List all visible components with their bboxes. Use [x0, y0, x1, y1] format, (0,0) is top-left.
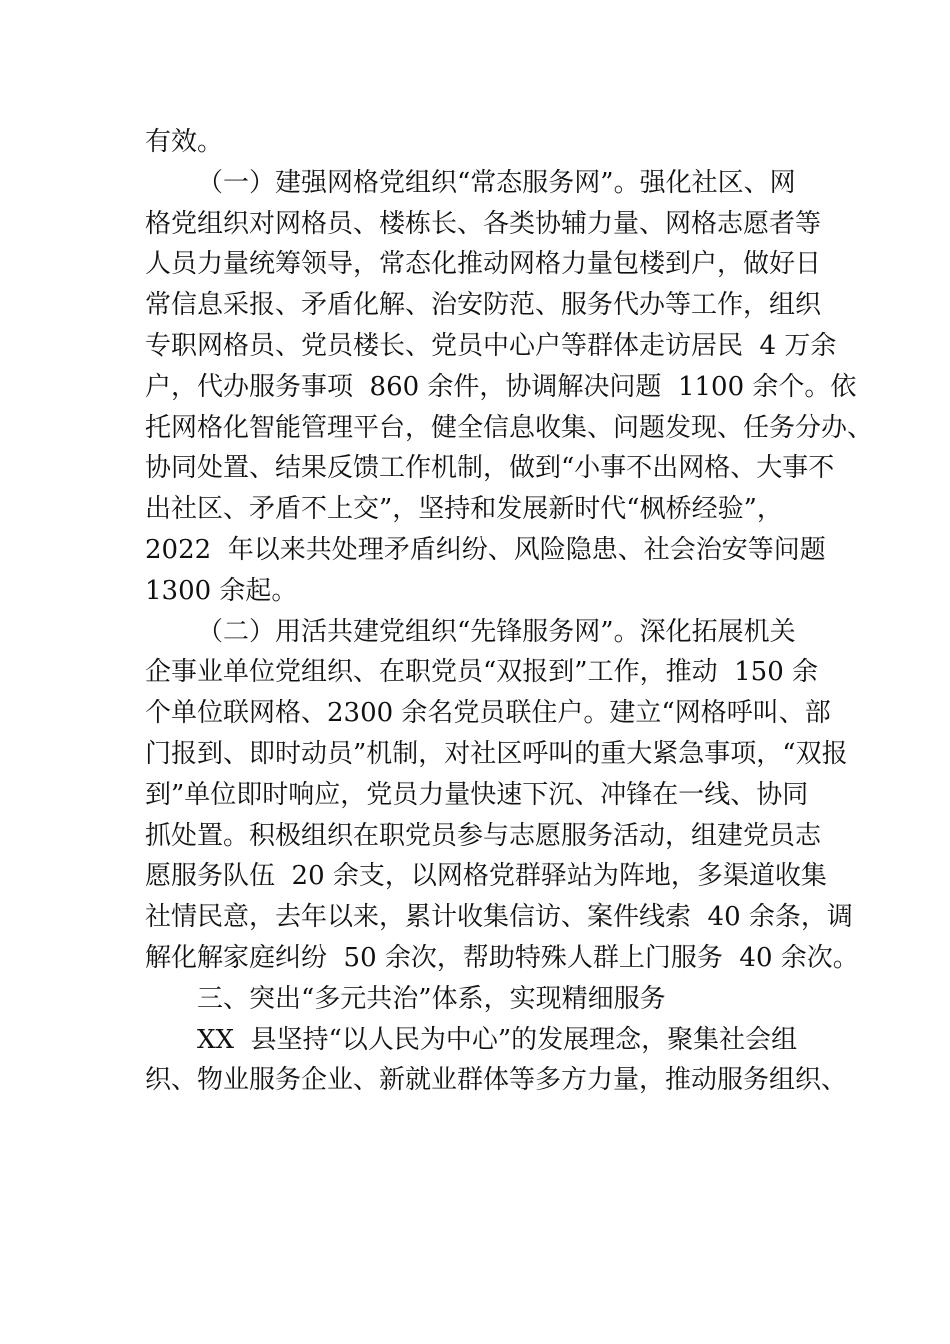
- text-line: 社情民意，去年以来，累计收集信访、案件线索 40 余条，调: [145, 902, 853, 933]
- text-line: 愿服务队伍 20 余支，以网格党群驿站为阵地，多渠道收集: [145, 861, 827, 892]
- section-heading-3: 三、突出“多元共治”体系，实现精细服务: [197, 983, 666, 1014]
- text-line: 企事业单位党组织、在职党员“双报到”工作，推动 150 余: [145, 657, 819, 688]
- section-heading-2: （二）用活共建党组织“先锋服务网”。深化拓展机关: [197, 616, 796, 647]
- text-line: 格党组织对网格员、楼栋长、各类协辅力量、网格志愿者等: [145, 208, 822, 239]
- text-line: 个单位联网格、2300 余名党员联住户。建立“网格呼叫、部: [145, 698, 831, 729]
- text-line: 有效。: [145, 127, 224, 157]
- text-line: XX 县坚持“以人民为中心”的发展理念，聚集社会组: [197, 1024, 798, 1055]
- text-line: 协同处置、结果反馈工作机制，做到“小事不出网格、大事不: [145, 453, 835, 484]
- text-line: 人员力量统筹领导，常态化推动网格力量包楼到户，做好日: [145, 249, 822, 280]
- text-line: 出社区、矛盾不上交”，坚持和发展新时代“枫桥经验”，: [145, 494, 783, 525]
- text-line: 户，代办服务事项 860 余件，协调解决问题 1100 余个。依: [145, 371, 857, 402]
- document-body: [145, 122, 874, 1101]
- text-line: 织、物业服务企业、新就业群体等多方力量，推动服务组织、: [145, 1065, 848, 1096]
- text-line: 到”单位即时响应，党员力量快速下沉、冲锋在一线、协同: [145, 779, 809, 810]
- text-line: 专职网格员、党员楼长、党员中心户等群体走访居民 4 万余: [145, 330, 837, 361]
- section-heading-1: （一）建强网格党组织“常态服务网”。强化社区、网: [197, 167, 796, 198]
- text-line: 解化解家庭纠纷 50 余次，帮助特殊人群上门服务 40 余次。: [145, 942, 859, 973]
- text-line: 常信息采报、矛盾化解、治安防范、服务代办等工作，组织: [145, 290, 822, 321]
- text-line: 1300 余起。: [145, 575, 298, 606]
- text-line: 2022 年以来共处理矛盾纠纷、风险隐患、社会治安等问题: [145, 534, 826, 565]
- text-line: 托网格化智能管理平台，健全信息收集、问题发现、任务分办、: [145, 412, 874, 443]
- text-line: 抓处置。积极组织在职党员参与志愿服务活动，组建党员志: [145, 820, 822, 851]
- text-line: 门报到、即时动员”机制，对社区呼叫的重大紧急事项，“双报: [145, 738, 848, 769]
